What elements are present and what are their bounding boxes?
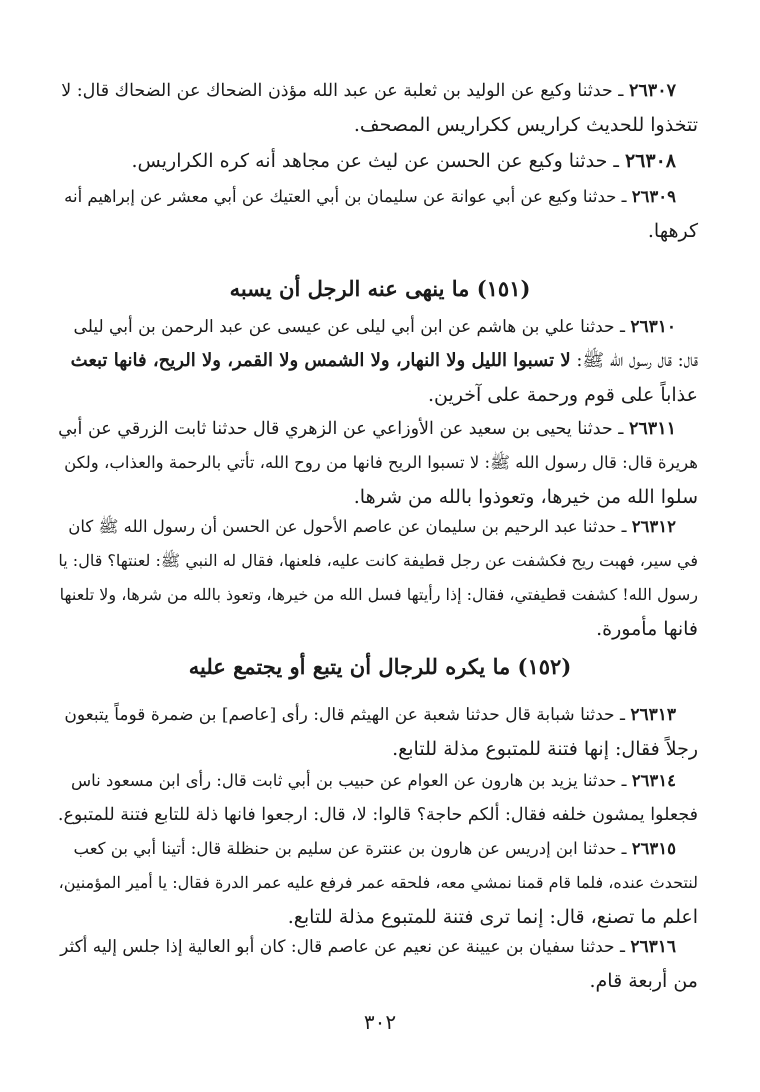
hadith-line: ٢٦٣١٣ ـ حدثنا شبابة قال حدثنا شعبة عن الهيثم قال: رأى [عاصم] بن ضمرة قوماً يتبعون: [64, 705, 676, 725]
hadith-26313: [58, 698, 698, 766]
hadith-line: ٢٦٣٠٧ ـ حدثنا وكيع عن الوليد بن ثعلبة عن عبد الله مؤذن الضحاك عن الضحاك قال: لا: [61, 81, 676, 101]
hadith-line: سلوا الله من خيرها، وتعوذوا بالله من شرها.: [353, 486, 698, 508]
hadith-line: ٢٦٣١٢ ـ حدثنا عبد الرحيم بن سليمان عن عاصم الأحول عن الحسن أن رسول الله ﷺ كان: [68, 517, 676, 536]
hadith-number: ٢٦٣٠٩: [631, 187, 676, 206]
hadith-line: ٢٦٣٠٨ ـ حدثنا وكيع عن الحسن عن ليث عن مجاهد أنه كره الكراريس.: [131, 150, 676, 172]
page-number: ٣٠٢: [363, 1010, 397, 1034]
hadith-line: كرهها.: [647, 220, 698, 242]
hadith-26311: [58, 412, 698, 514]
hadith-line: فانها مأمورة.: [596, 618, 698, 640]
hadith-26314: [58, 764, 698, 832]
hadith-line: رسول الله! كشفت قطيفتي، فقال: إذا رأيتها فسل الله من خيرها، وتعوذ بالله من شرها، ولا تلعنها: [59, 585, 698, 604]
hadith-line: ٢٦٣٠٩ ـ حدثنا وكيع عن أبي عوانة عن سليمان بن أبي العتيك عن أبي معشر عن إبراهيم أنه: [64, 187, 676, 206]
hadith-26315: [58, 832, 698, 934]
hadith-line: اعلم ما تصنع، قال: إنما ترى فتنة للمتبوع مذلة للتابع.: [287, 906, 698, 928]
hadith-line: ٢٦٣١٤ ـ حدثنا يزيد بن هارون عن العوام عن حبيب بن أبي ثابت قال: رأى ابن مسعود ناس: [70, 771, 676, 790]
hadith-26309: [58, 180, 698, 248]
hadith-26312: [58, 510, 698, 646]
section-heading-152: (١٥٢) ما يكره للرجال أن يتبع أو يجتمع عليه: [188, 654, 572, 679]
hadith-line: من أربعة قام.: [589, 970, 698, 992]
hadith-number: ٢٦٣١٤: [631, 771, 676, 790]
hadith-number: ٢٦٣١٣: [630, 705, 676, 725]
hadith-line: هريرة قال: قال رسول الله ﷺ: لا تسبوا الريح فانها من روح الله، تأتي بالرحمة والعذاب، ولكن: [64, 453, 698, 472]
hadith-line: ٢٦٣١٠ ـ حدثنا علي بن هاشم عن ابن أبي ليلى عن عيسى عن عبد الرحمن بن أبي ليلى: [73, 317, 676, 337]
hadith-26307: [58, 74, 698, 142]
hadith-line: قال: قال رسول الله ﷺ: لا تسبوا الليل ولا النهار، ولا الشمس ولا القمر، ولا الريح، فانها تبعث: [70, 350, 698, 371]
hadith-line: رجلاً فقال: إنها فتنة للمتبوع مذلة للتابع.: [392, 738, 698, 760]
hadith-line: ٢٦٣١٥ ـ حدثنا ابن إدريس عن هارون بن عنترة عن سليم بن حنظلة قال: أتينا أبي بن كعب: [73, 839, 676, 858]
section-heading-151: (١٥١) ما ينهى عنه الرجل أن يسبه: [229, 276, 531, 301]
hadith-26310: [58, 310, 698, 412]
hadith-number: ٢٦٣١٥: [631, 839, 676, 858]
hadith-line: في سير، فهبت ريح فكشفت عن رجل قطيفة كانت عليه، فلعنها، فقال له النبي ﷺ: لعنتها؟ قال: يا: [58, 551, 698, 570]
hadith-26316: [58, 930, 698, 998]
hadith-number: ٢٦٣١٢: [631, 517, 676, 536]
hadith-line: فجعلوا يمشون خلفه فقال: ألكم حاجة؟ قالوا: لا، قال: ارجعوا فانها ذلة للتابع فتنة للمتبوع.: [57, 805, 698, 825]
hadith-line: ٢٦٣١٦ ـ حدثنا سفيان بن عيينة عن نعيم عن عاصم قال: كان أبو العالية إذا جلس إليه أكثر: [60, 937, 676, 957]
hadith-line: لنتحدث عنده، فلما قام قمنا نمشي معه، فلحقه عمر فرفع عليه عمر الدرة فقال: يا أمير المؤمنين،: [58, 873, 698, 892]
hadith-number: ٢٦٣١٠: [630, 317, 676, 337]
hadith-line: تتخذوا للحديث كراريس ككراريس المصحف.: [353, 114, 698, 136]
hadith-line: ٢٦٣١١ ـ حدثنا يحيى بن سعيد عن الأوزاعي عن الزهري قال حدثنا ثابت الزرقي عن أبي: [58, 419, 676, 439]
hadith-number: ٢٦٣٠٧: [629, 81, 676, 101]
hadith-26308: [58, 144, 698, 178]
hadith-number: ٢٦٣٠٨: [624, 150, 676, 172]
hadith-number: ٢٦٣١١: [629, 419, 676, 439]
hadith-number: ٢٦٣١٦: [630, 937, 676, 957]
hadith-line: عذاباً على قوم ورحمة على آخرين.: [427, 384, 698, 406]
